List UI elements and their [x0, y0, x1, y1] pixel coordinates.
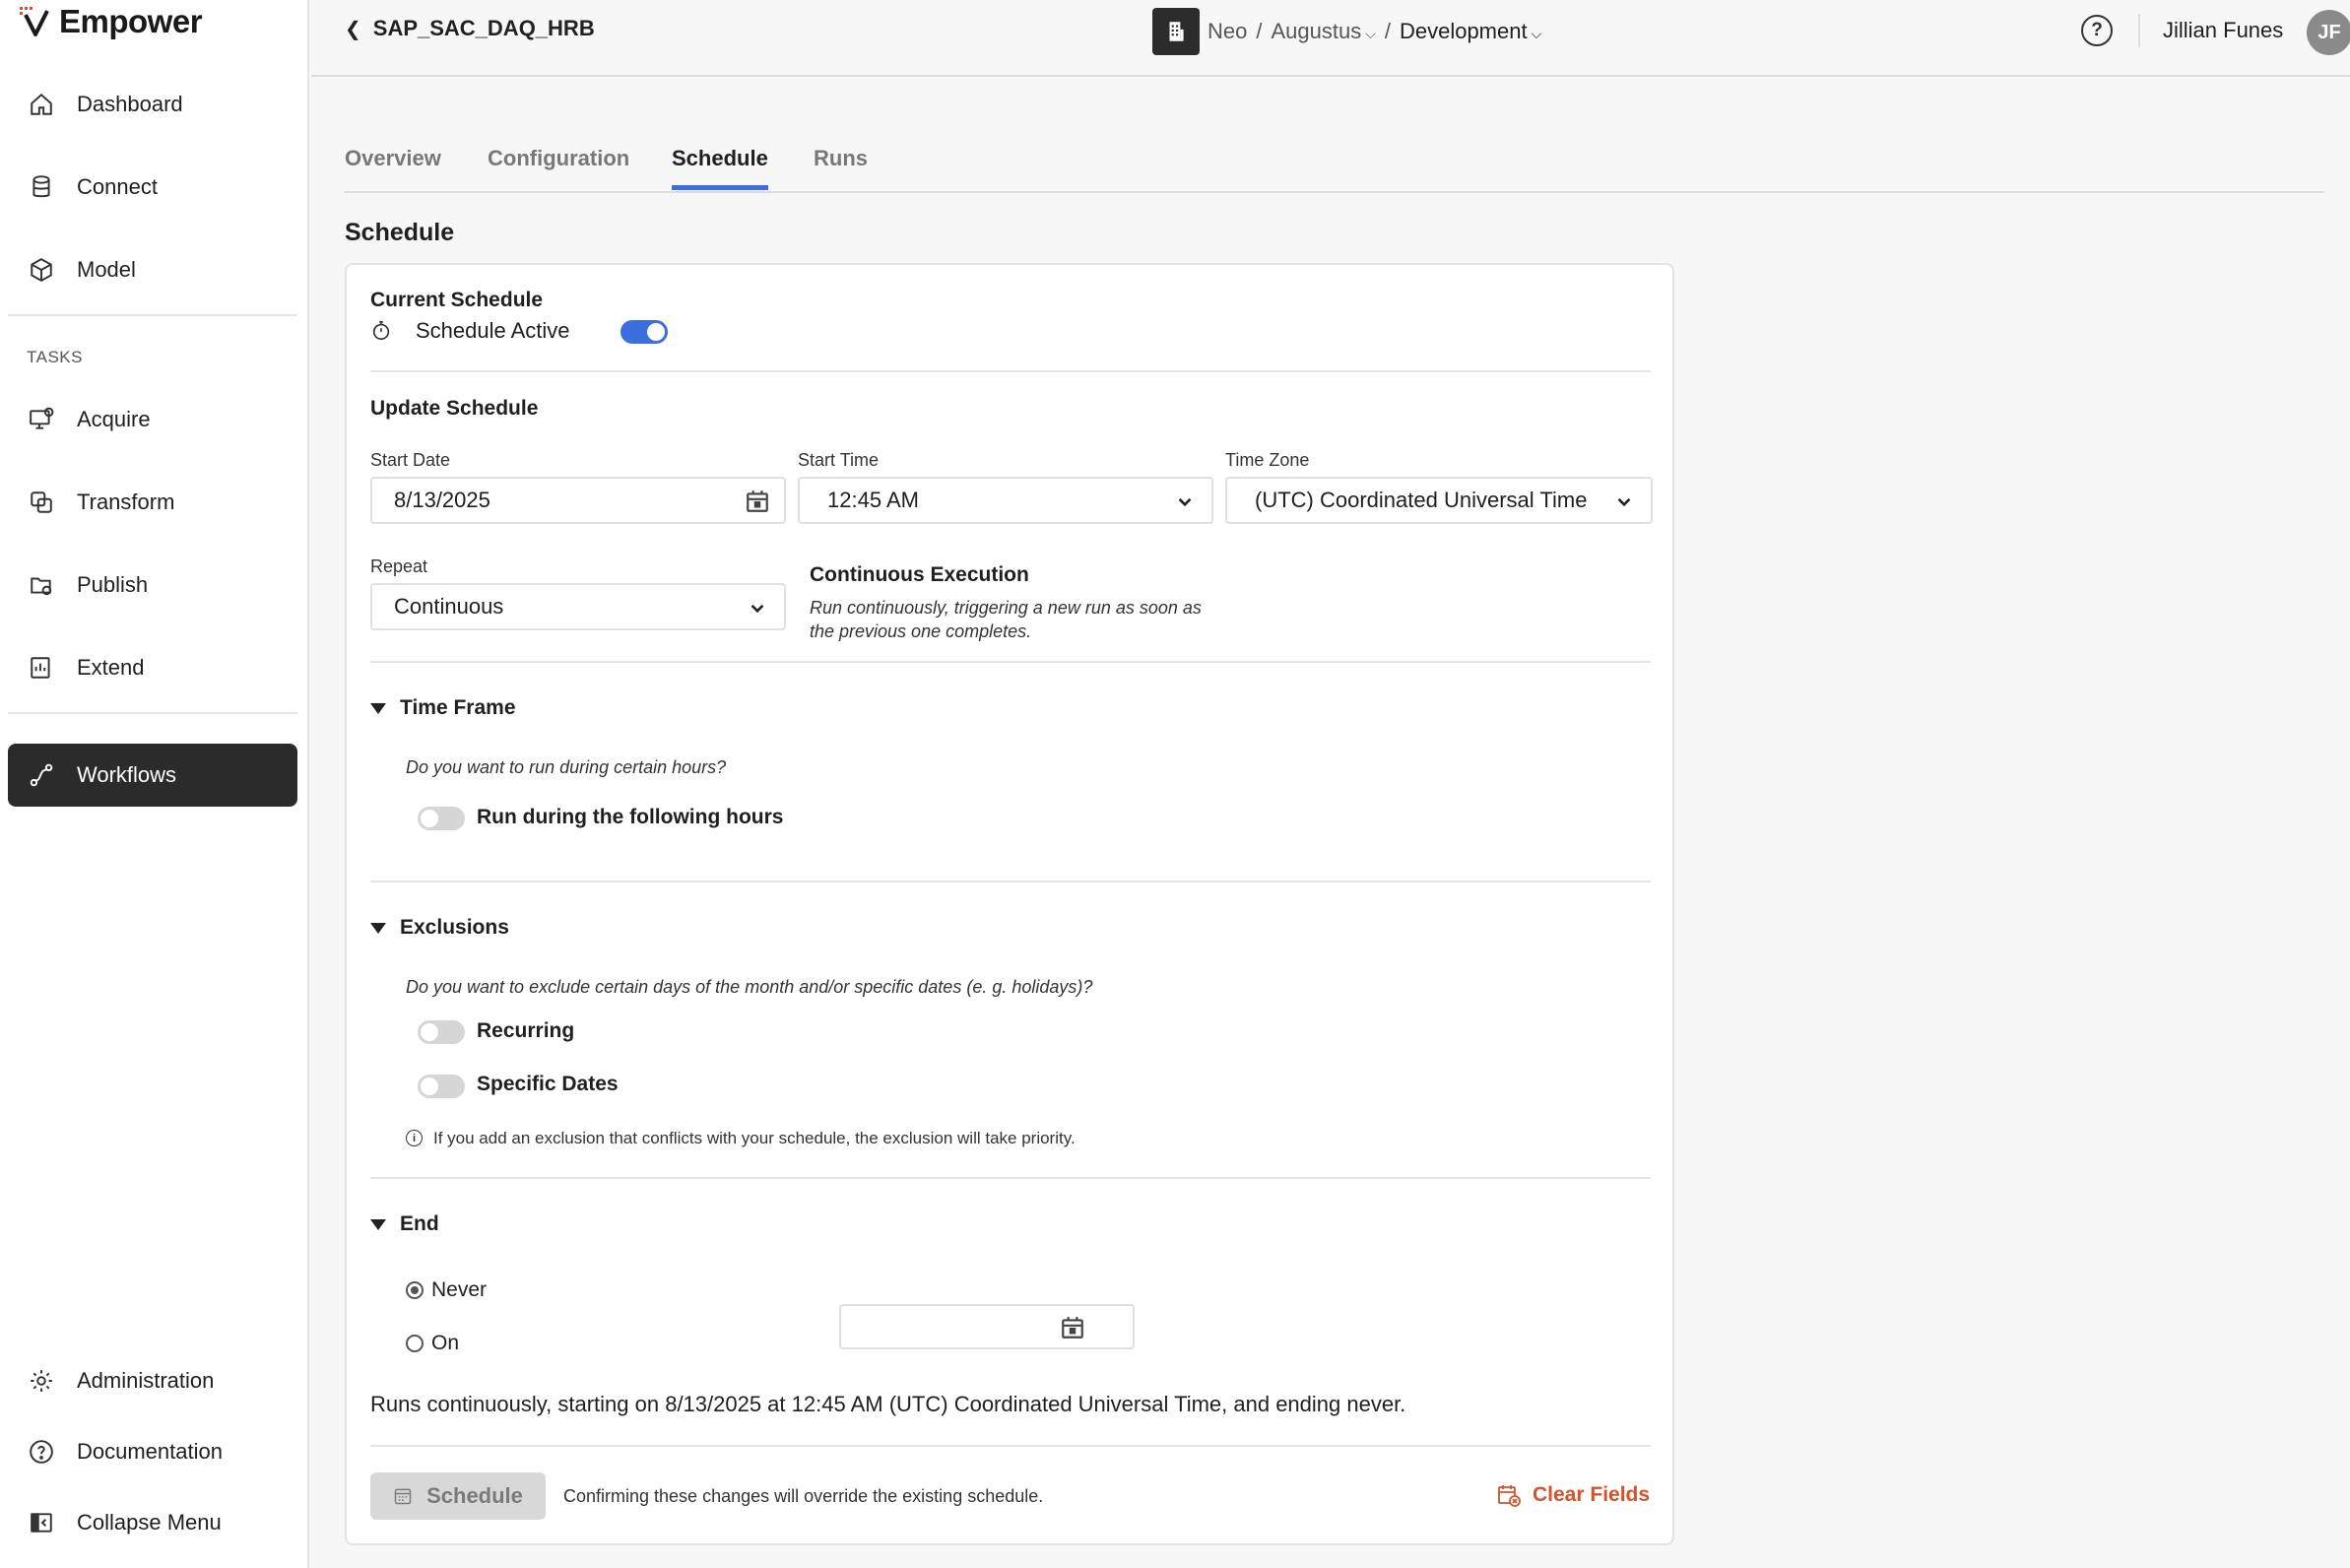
nav-collapse-menu[interactable]: [8, 1491, 297, 1554]
schedule-button[interactable]: [370, 1472, 546, 1520]
nav-acquire[interactable]: [8, 388, 297, 451]
divider: [370, 881, 1651, 882]
start-time-label: Start Time: [798, 450, 880, 470]
continuous-execution-title: Continuous Execution: [810, 563, 1029, 586]
end-on-radio[interactable]: [406, 1335, 424, 1352]
help-circle-icon: [28, 1438, 55, 1466]
exclusion-info-text: If you add an exclusion that conflicts with your schedule, the exclusion will take priority.: [433, 1129, 1076, 1147]
chevron-down-icon: ⌵: [1365, 26, 1376, 41]
end-date-field[interactable]: [839, 1304, 1135, 1349]
exclusions-title: Exclusions: [400, 916, 509, 939]
chevron-down-icon: [1172, 489, 1198, 514]
specific-dates-toggle[interactable]: [418, 1075, 465, 1098]
clear-fields-label: Clear Fields: [1533, 1483, 1651, 1506]
current-schedule-title: Current Schedule: [370, 289, 544, 311]
schedule-summary: Runs continuously, starting on 8/13/2025 at 12:45 AM (UTC) Coordinated Universal Time, and ending never.: [370, 1392, 1406, 1416]
schedule-active-label: Schedule Active: [416, 318, 570, 343]
workspace-breadcrumb: [1152, 8, 1541, 55]
help-button[interactable]: ?: [2081, 15, 2113, 46]
environment-selector[interactable]: [1400, 19, 1541, 44]
brand-logo[interactable]: [20, 2, 202, 41]
caret-down-icon: [370, 703, 386, 714]
nav-label: Dashboard: [77, 92, 183, 116]
breadcrumb-separator: /: [1256, 19, 1263, 43]
run-hours-toggle[interactable]: [418, 807, 465, 830]
environment-name: Development: [1399, 19, 1528, 43]
tasks-section-label: TASKS: [27, 348, 83, 366]
tab-schedule[interactable]: Schedule: [672, 146, 768, 190]
time-frame-title: Time Frame: [400, 696, 516, 719]
continuous-execution-desc: the previous one completes.: [810, 621, 1032, 641]
back-button[interactable]: [345, 16, 595, 41]
end-header[interactable]: [370, 1212, 439, 1236]
repeat-select[interactable]: [370, 583, 786, 630]
chevron-down-icon: ⌵: [1531, 26, 1542, 41]
nav-publish[interactable]: [8, 554, 297, 617]
time-frame-header[interactable]: [370, 696, 516, 720]
end-on-label: On: [431, 1332, 460, 1354]
calendar-icon: [393, 1486, 413, 1506]
nav-label: Collapse Menu: [77, 1510, 222, 1535]
nav-label: Publish: [77, 572, 149, 597]
time-zone-value: (UTC) Coordinated Universal Time: [1255, 488, 1588, 512]
nav-label: Workflows: [77, 762, 177, 787]
collapse-icon: [28, 1509, 55, 1536]
user-name[interactable]: Jillian Funes: [2163, 18, 2284, 42]
start-date-label: Start Date: [370, 450, 451, 470]
confirm-text: Confirming these changes will override the existing schedule.: [563, 1486, 1044, 1506]
folder-send-icon: [28, 571, 55, 599]
end-never-label: Never: [431, 1278, 488, 1301]
nav-administration[interactable]: [8, 1349, 297, 1412]
calendar-clear-icon: [1497, 1483, 1521, 1507]
nav-extend[interactable]: [8, 636, 297, 699]
caret-down-icon: [370, 923, 386, 934]
recurring-toggle[interactable]: [418, 1020, 465, 1044]
schedule-card: [345, 263, 1674, 1545]
start-time-select[interactable]: [798, 477, 1213, 524]
header-divider: [2138, 14, 2140, 47]
layers-icon: [28, 489, 55, 516]
chevron-down-icon: [745, 595, 770, 621]
divider: [370, 1177, 1651, 1179]
avatar[interactable]: JF: [2307, 10, 2350, 55]
caret-down-icon: [370, 1219, 386, 1230]
chevron-left-icon: ❮: [345, 18, 361, 40]
nav-label: Acquire: [77, 407, 151, 431]
start-date-field[interactable]: [370, 477, 786, 524]
continuous-execution-desc: Run continuously, triggering a new run as soon as: [810, 598, 1202, 618]
nav-label: Administration: [77, 1368, 215, 1393]
repeat-label: Repeat: [370, 556, 428, 576]
stopwatch-icon: [370, 320, 392, 342]
tab-configuration[interactable]: Configuration: [488, 146, 630, 170]
schedule-button-label: Schedule: [426, 1483, 523, 1508]
divider: [370, 1445, 1651, 1447]
nav-dashboard[interactable]: [8, 73, 297, 136]
time-zone-select[interactable]: [1225, 477, 1653, 524]
sidebar: [0, 0, 309, 1568]
nav-label: Extend: [77, 655, 145, 680]
nav-workflows[interactable]: [8, 744, 297, 807]
divider: [370, 370, 1651, 372]
workflow-icon: [28, 761, 55, 789]
calendar-icon[interactable]: [1060, 1315, 1085, 1340]
time-frame-question: Do you want to run during certain hours?: [406, 757, 727, 777]
nav-model[interactable]: [8, 238, 297, 301]
start-time-value: 12:45 AM: [827, 488, 919, 512]
brand-name: Empower: [59, 3, 203, 39]
end-title: End: [400, 1212, 439, 1235]
end-never-radio[interactable]: [406, 1281, 424, 1299]
gear-icon: [28, 1367, 55, 1395]
run-hours-label: Run during the following hours: [477, 806, 784, 828]
start-date-value: 8/13/2025: [394, 488, 490, 512]
recurring-label: Recurring: [477, 1019, 575, 1042]
schedule-active-toggle[interactable]: [620, 320, 668, 344]
workspace-selector[interactable]: [1271, 19, 1375, 44]
page-title: Schedule: [345, 219, 455, 246]
monitor-plus-icon: [28, 406, 55, 433]
home-icon: [28, 91, 55, 118]
nav-label: Transform: [77, 490, 175, 514]
time-zone-label: Time Zone: [1225, 450, 1310, 470]
divider: [370, 661, 1651, 663]
repeat-value: Continuous: [394, 594, 504, 619]
info-icon: i: [406, 1130, 423, 1146]
specific-dates-label: Specific Dates: [477, 1073, 619, 1095]
exclusions-header[interactable]: [370, 916, 509, 940]
workspace-name: Augustus: [1271, 19, 1362, 43]
chevron-down-icon: [1611, 489, 1637, 514]
cube-icon: [28, 256, 55, 284]
nav-transform[interactable]: [8, 471, 297, 534]
clear-fields-button[interactable]: [1497, 1483, 1650, 1507]
nav-connect[interactable]: [8, 156, 297, 219]
database-icon: [28, 173, 55, 201]
empower-logo-icon: [20, 5, 53, 38]
tab-overview[interactable]: Overview: [345, 146, 441, 170]
extend-icon: [28, 654, 55, 682]
org-name[interactable]: Neo: [1208, 19, 1248, 43]
nav-label: Connect: [77, 174, 158, 199]
nav-label: Documentation: [77, 1439, 223, 1464]
top-header: [311, 0, 2350, 77]
tab-runs[interactable]: Runs: [814, 146, 868, 170]
exclusions-question: Do you want to exclude certain days of the month and/or specific dates (e. g. holidays)?: [406, 977, 1093, 997]
nav-label: Model: [77, 257, 136, 282]
workflow-title: SAP_SAC_DAQ_HRB: [372, 16, 595, 40]
sidebar-divider: [8, 314, 297, 316]
update-schedule-title: Update Schedule: [370, 397, 539, 420]
building-icon: [1152, 8, 1200, 55]
tab-bar: [345, 138, 2324, 193]
sidebar-divider: [8, 712, 297, 714]
breadcrumb-separator: /: [1384, 19, 1391, 43]
calendar-icon[interactable]: [745, 489, 770, 514]
nav-documentation[interactable]: [8, 1420, 297, 1483]
